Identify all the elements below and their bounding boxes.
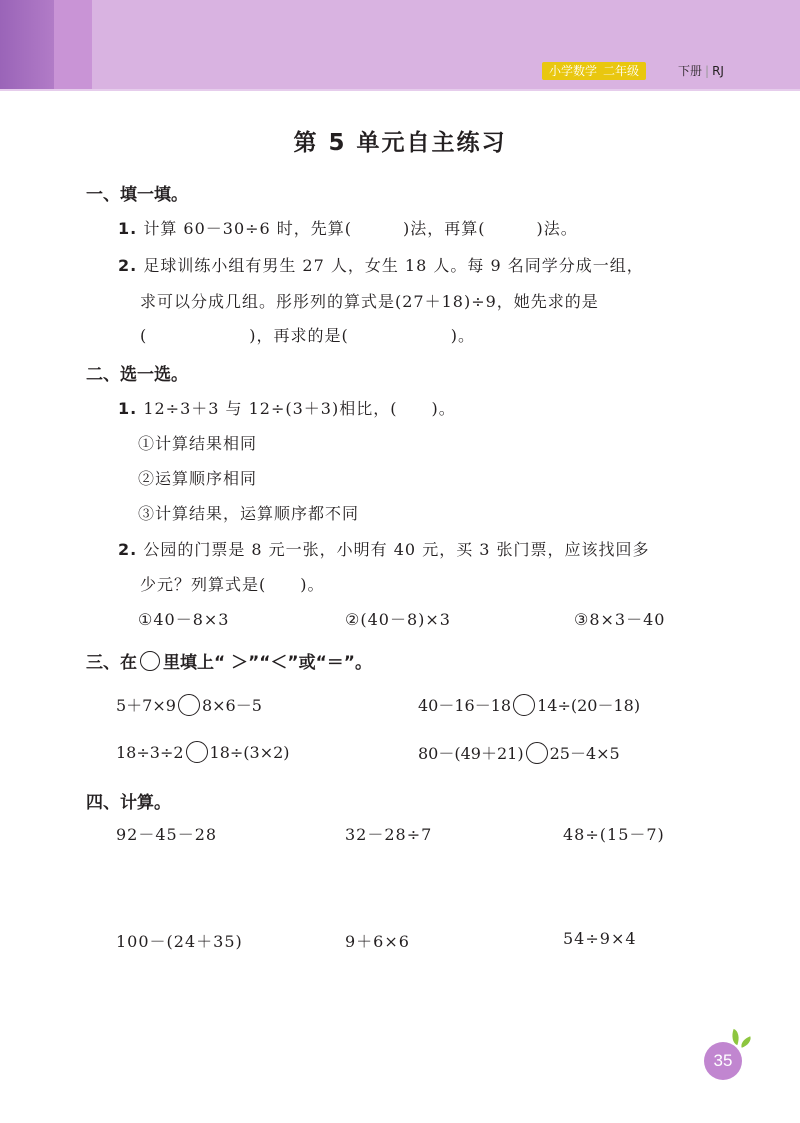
tag-grade: 二年级 [603,64,640,78]
s2-q1-option-3: ③计算结果，运算顺序都不同 [138,504,360,523]
compare-item-4 [418,741,620,764]
compare-2-right: 14÷(20－18) [537,696,641,715]
compare-1-answer-circle[interactable] [178,694,200,716]
volume-text: 下册 [678,64,703,78]
compare-item-2 [418,693,640,716]
s1-question-1 [118,216,578,239]
s1-q1-text: 计算 60－30÷6 时，先算( )法，再算( )法。 [143,219,578,238]
compare-3-right: 18÷(3×2) [209,742,290,762]
s2-q2-option-3: ③8×3－40 [574,610,666,629]
compare-4-right: 25－4×5 [549,744,620,763]
compare-item-3 [116,741,290,763]
calc-item-4: 100－(24＋35) [116,932,243,951]
volume-label [678,62,724,80]
calc-item-6: 54÷9×4 [563,929,637,948]
s2-q2-option-1: ①40－8×3 [138,610,230,629]
compare-4-left: 80－(49＋21) [418,744,524,763]
s3-heading-post: 里填上“ ＞”“＜”或“＝”。 [163,653,372,673]
calc-item-2: 32－28÷7 [345,825,433,844]
s1-q1-number: 1. [118,219,138,238]
s1-q2-line-1: 足球训练小组有男生 27 人，女生 18 人。每 9 名同学分成一组， [143,256,644,275]
s2-question-1 [118,396,456,419]
s2-q2-line-2: 少元？列算式是( )。 [140,575,325,594]
circle-symbol-icon [140,651,160,671]
s2-question-2 [118,537,650,560]
compare-item-1 [116,693,262,716]
compare-2-left: 40－16－18 [418,696,512,715]
section-3-heading [86,648,372,673]
compare-2-answer-circle[interactable] [513,694,535,716]
s2-q2-number: 2. [118,540,138,559]
s3-heading-pre: 三、在 [86,653,137,673]
s1-q2-line-2: 求可以分成几组。彤彤列的算式是(27＋18)÷9，她先求的是 [140,292,599,311]
edition-text: RJ [712,64,724,78]
s1-q2-line-3: ( )，再求的是( )。 [140,326,475,345]
page-title: 第 5 单元自主练习 [293,130,507,156]
tag-subject: 小学数学 [549,64,598,78]
leaf-icon-small [739,1036,753,1048]
volume-separator: | [705,64,710,78]
header-divider [0,89,800,91]
s2-q1-number: 1. [118,399,138,418]
compare-1-left: 5＋7×9 [116,696,176,715]
section-1-heading: 一、填一填。 [86,185,188,205]
subject-grade-tag [542,62,646,80]
s2-q1-option-1: ①计算结果相同 [138,434,258,453]
s2-q2-line-1: 公园的门票是 8 元一张，小明有 40 元，买 3 张门票，应该找回多 [143,540,650,559]
s1-q2-number: 2. [118,256,138,275]
section-4-heading: 四、计算。 [86,793,171,813]
section-2-heading: 二、选一选。 [86,365,188,385]
s2-q2-option-2: ②(40－8)×3 [345,610,451,629]
page-number-badge: 35 [704,1042,742,1080]
compare-3-answer-circle[interactable] [186,741,208,763]
compare-1-right: 8×6－5 [201,696,262,715]
s2-q1-text: 12÷3＋3 与 12÷(3＋3)相比，( )。 [143,399,456,418]
s1-question-2 [118,253,644,276]
compare-4-answer-circle[interactable] [526,742,548,764]
header-band-stripe [54,0,92,89]
calc-item-3: 48÷(15－7) [563,825,665,844]
calc-item-5: 9＋6×6 [345,932,410,951]
leaf-icon [729,1029,742,1045]
calc-item-1: 92－45－28 [116,825,218,844]
compare-3-left: 18÷3÷2 [116,742,184,762]
s2-q1-option-2: ②运算顺序相同 [138,469,258,488]
